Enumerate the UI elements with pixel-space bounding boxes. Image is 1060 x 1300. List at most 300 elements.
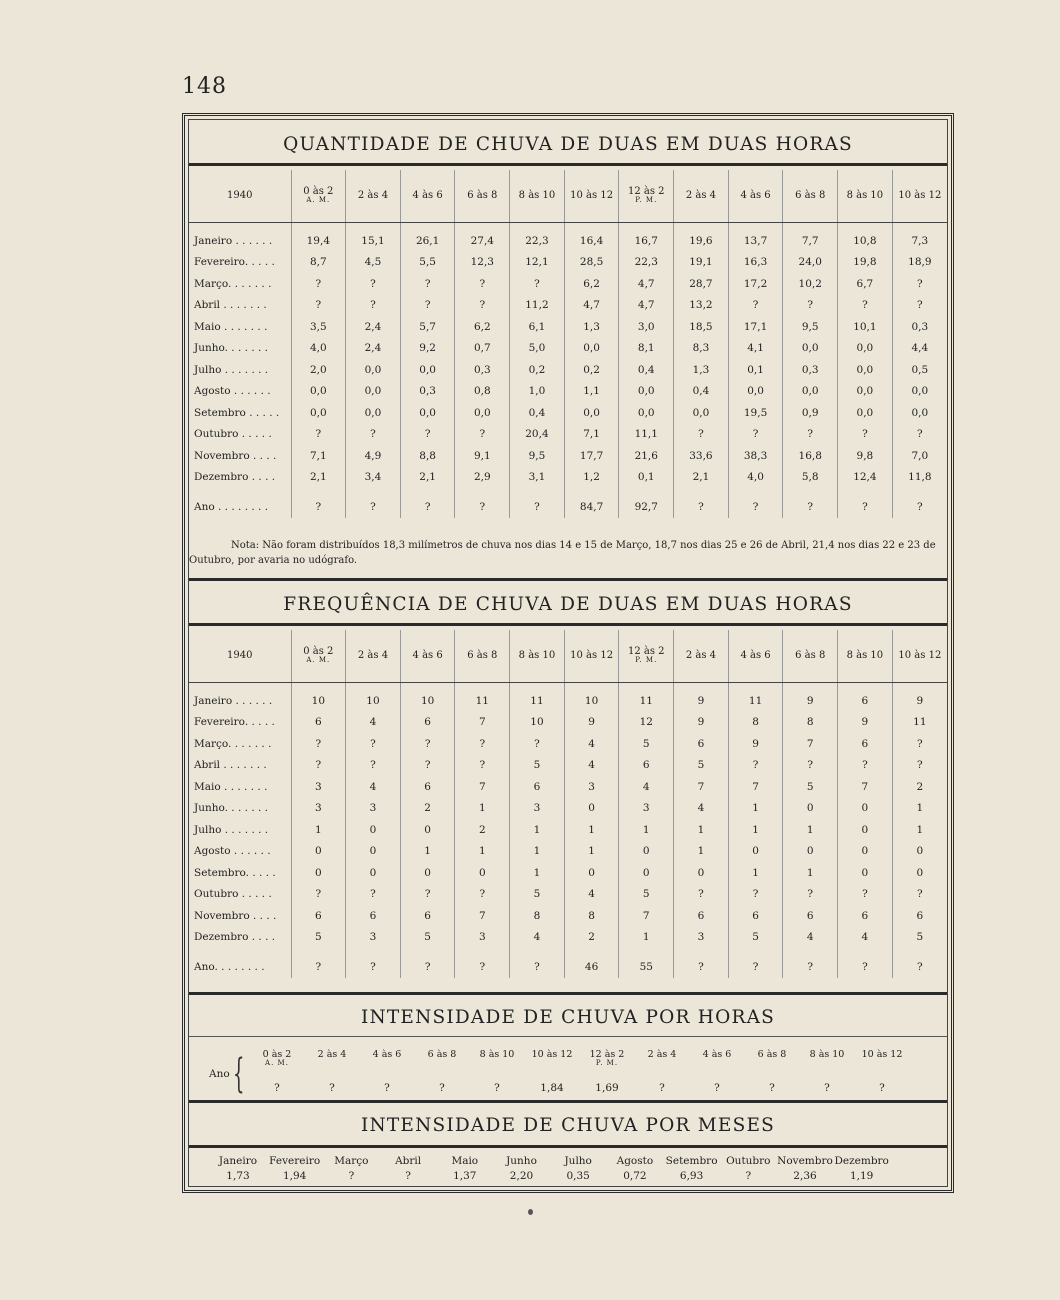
column-header	[674, 630, 729, 682]
data-cell: 0	[346, 841, 401, 863]
data-cell: ?	[400, 734, 455, 756]
data-cell: 2	[400, 798, 455, 820]
data-cell: 9	[564, 712, 619, 734]
month-label: Março	[334, 1155, 369, 1167]
data-cell: 1	[728, 820, 783, 842]
spacer-cell	[346, 222, 401, 231]
data-cell: 6	[838, 734, 893, 756]
data-cell: 27,4	[455, 231, 510, 253]
data-cell: ?	[892, 734, 947, 756]
hours-column-label: 6 às 8	[427, 1049, 457, 1060]
row-label: Junho. . . . . . .	[194, 342, 269, 354]
spacer-cell	[674, 222, 729, 231]
spacer-row	[189, 489, 947, 497]
data-cell: 0	[619, 863, 674, 885]
data-cell: 7	[455, 906, 510, 928]
data-cell: ?	[346, 734, 401, 756]
table-row	[189, 338, 947, 360]
data-cell: 13,2	[674, 295, 729, 317]
data-cell: 0,0	[455, 403, 510, 425]
data-cell: 12,1	[510, 252, 565, 274]
data-cell: 3,1	[510, 467, 565, 489]
ano-cell: 46	[564, 957, 619, 979]
data-cell: 5	[783, 777, 838, 799]
spacer-cell	[838, 222, 893, 231]
column-header	[838, 170, 893, 222]
data-cell: 5	[400, 927, 455, 949]
data-cell: ?	[783, 295, 838, 317]
column-header-label: 6 às 8	[467, 649, 498, 661]
data-cell: 0,0	[564, 403, 619, 425]
data-cell: 5	[728, 927, 783, 949]
month-value: ?	[745, 1170, 752, 1182]
column-header	[400, 170, 455, 222]
ano-cell: ?	[455, 497, 510, 519]
data-cell: 1	[892, 820, 947, 842]
data-cell: 8	[728, 712, 783, 734]
spacer-cell	[189, 949, 291, 957]
frequencia-title: FREQUÊNCIA DE CHUVA DE DUAS EM DUAS HORAS	[283, 594, 853, 615]
hours-value: ?	[384, 1082, 390, 1094]
data-cell: 2	[455, 820, 510, 842]
data-cell: 21,6	[619, 446, 674, 468]
data-cell: 11	[510, 691, 565, 713]
data-cell: ?	[291, 755, 346, 777]
column-header-label: 6 às 8	[795, 649, 826, 661]
data-cell: 5	[619, 884, 674, 906]
data-cell: 0	[346, 820, 401, 842]
data-cell: 6	[510, 777, 565, 799]
data-cell: 0,0	[346, 403, 401, 425]
month-value: 2,20	[509, 1170, 534, 1182]
data-cell: 4,9	[346, 446, 401, 468]
data-cell: ?	[346, 295, 401, 317]
data-cell: ?	[674, 424, 729, 446]
column-header-label: 10 às 12	[570, 189, 614, 201]
data-cell: ?	[892, 755, 947, 777]
column-header-label: 2 às 4	[685, 649, 717, 661]
table-row	[189, 424, 947, 446]
hours-column-header	[854, 1050, 910, 1060]
table-row	[189, 820, 947, 842]
month-value: ?	[405, 1170, 411, 1182]
hours-column-header	[579, 1050, 635, 1067]
ano-cell: ?	[892, 497, 947, 519]
data-cell: 8,1	[619, 338, 674, 360]
data-cell: 6	[619, 755, 674, 777]
data-cell: 0,0	[346, 381, 401, 403]
pm-marker: P. M.	[635, 656, 658, 665]
month-value: 1,19	[849, 1170, 874, 1182]
ano-label: Ano . . . . . . . .	[194, 500, 269, 513]
row-label: Outubro . . . . .	[194, 428, 272, 440]
data-cell: ?	[892, 295, 947, 317]
data-cell: 1	[619, 820, 674, 842]
month-label: Maio	[451, 1155, 479, 1167]
data-cell: ?	[346, 424, 401, 446]
data-cell: 9	[728, 734, 783, 756]
data-cell: 0	[838, 863, 893, 885]
data-cell: 0,0	[838, 381, 893, 403]
data-cell: 28,5	[564, 252, 619, 274]
data-cell: 0	[346, 863, 401, 885]
data-cell: 9,5	[510, 446, 565, 468]
data-cell: 7	[728, 777, 783, 799]
column-header-label: 6 às 8	[795, 189, 826, 201]
pm-marker: P. M.	[635, 196, 658, 205]
spacer-cell	[783, 949, 838, 957]
data-cell: 1	[564, 841, 619, 863]
data-cell: 15,1	[346, 231, 401, 253]
data-cell: 1	[400, 841, 455, 863]
spacer-cell	[564, 949, 619, 957]
spacer-cell	[619, 222, 674, 231]
data-cell: 0	[619, 841, 674, 863]
data-cell: 0	[564, 863, 619, 885]
data-cell: 0	[400, 820, 455, 842]
data-cell: 19,4	[291, 231, 346, 253]
spacer-cell	[455, 682, 510, 691]
data-cell: ?	[838, 884, 893, 906]
ano-label: Ano. . . . . . . .	[194, 960, 265, 973]
data-cell: 1	[674, 820, 729, 842]
data-cell: 20,4	[510, 424, 565, 446]
data-cell: 1	[510, 841, 565, 863]
table-row	[189, 317, 947, 339]
data-cell: 6	[838, 906, 893, 928]
nota-text: Nota: Não foram distribuídos 18,3 milímetros de chuva nos dias 14 e 15 de Março, 18,7 nos dias 25 e 26 de Abril, 21,4 nos dias 22 e 23 de Outubro, por avaria no udógrafo.	[189, 540, 936, 566]
data-cell: 26,1	[400, 231, 455, 253]
data-cell: 22,3	[619, 252, 674, 274]
data-cell: 0,8	[455, 381, 510, 403]
data-cell: ?	[291, 884, 346, 906]
spacer-cell	[455, 489, 510, 497]
data-cell: 6,2	[564, 274, 619, 296]
hours-column-label: 8 às 10	[479, 1049, 515, 1060]
data-cell: 1	[291, 820, 346, 842]
data-cell: 5	[291, 927, 346, 949]
data-cell: 19,8	[838, 252, 893, 274]
row-label: Janeiro . . . . . .	[194, 234, 273, 247]
data-cell: 8,8	[400, 446, 455, 468]
data-cell: ?	[510, 274, 565, 296]
data-cell: 0,0	[564, 338, 619, 360]
row-label: Fevereiro. . . . .	[194, 256, 275, 268]
column-header	[728, 170, 783, 222]
data-cell: 2,1	[291, 467, 346, 489]
month-label: Agosto	[616, 1155, 654, 1167]
column-header-label: 8 às 10	[518, 649, 556, 661]
table-row	[189, 467, 947, 489]
data-cell: ?	[400, 884, 455, 906]
table-row	[189, 884, 947, 906]
table-row	[189, 381, 947, 403]
spacer-cell	[674, 489, 729, 497]
column-header-label: 10 às 12	[570, 649, 614, 661]
data-cell: 9,8	[838, 446, 893, 468]
data-cell: 1	[674, 841, 729, 863]
data-cell: 7,0	[892, 446, 947, 468]
data-cell: 6,2	[455, 317, 510, 339]
data-cell: 11,2	[510, 295, 565, 317]
data-cell: ?	[455, 755, 510, 777]
data-cell: 10,8	[838, 231, 893, 253]
data-cell: 10	[564, 691, 619, 713]
data-cell: 1	[455, 841, 510, 863]
data-cell: ?	[455, 424, 510, 446]
column-header	[674, 170, 729, 222]
hours-column-label: 2 às 4	[647, 1049, 677, 1060]
data-cell: 0	[291, 841, 346, 863]
table-row	[189, 295, 947, 317]
column-header-label: 4 às 6	[412, 189, 443, 201]
data-cell: 9,5	[783, 317, 838, 339]
spacer-cell	[783, 489, 838, 497]
data-cell: ?	[892, 884, 947, 906]
data-cell: 7	[674, 777, 729, 799]
data-cell: ?	[783, 424, 838, 446]
hours-value: ?	[329, 1082, 335, 1094]
data-cell: 9	[892, 691, 947, 713]
hours-column-label: 0 às 2	[262, 1049, 292, 1060]
row-label: Dezembro . . . .	[194, 931, 276, 943]
data-cell: 1	[892, 798, 947, 820]
column-header-label: 0 às 2	[303, 185, 334, 197]
ano-cell: ?	[838, 957, 893, 979]
data-cell: 5	[510, 755, 565, 777]
data-cell: 8	[564, 906, 619, 928]
hours-column-header	[799, 1050, 855, 1060]
data-cell: 8,7	[291, 252, 346, 274]
data-cell: ?	[291, 734, 346, 756]
spacer-row	[189, 682, 947, 691]
month-value: 0,72	[623, 1170, 647, 1182]
data-cell: 4	[510, 927, 565, 949]
spacer-row	[189, 222, 947, 231]
data-cell: ?	[346, 274, 401, 296]
row-label: Agosto . . . . . .	[194, 845, 271, 857]
data-cell: 6	[291, 906, 346, 928]
data-cell: 4,1	[728, 338, 783, 360]
data-cell: 4	[564, 884, 619, 906]
data-cell: 0	[838, 798, 893, 820]
data-cell: 7	[838, 777, 893, 799]
data-cell: 16,4	[564, 231, 619, 253]
data-cell: 7	[619, 906, 674, 928]
spacer-cell	[510, 682, 565, 691]
data-cell: 0,0	[783, 381, 838, 403]
data-cell: ?	[892, 424, 947, 446]
spacer-cell	[346, 949, 401, 957]
data-cell: 13,7	[728, 231, 783, 253]
table-row	[189, 734, 947, 756]
intensidade-horas-bottom-rule	[189, 1100, 947, 1103]
column-header	[510, 170, 565, 222]
data-cell: 3	[674, 927, 729, 949]
quantidade-table	[189, 170, 947, 518]
data-cell: 4,0	[728, 467, 783, 489]
ano-row	[189, 957, 947, 979]
spacer-cell	[783, 222, 838, 231]
year-header: 1940	[189, 170, 291, 222]
table-row	[189, 755, 947, 777]
quantidade-header-row	[189, 170, 947, 222]
data-cell: ?	[291, 295, 346, 317]
spacer-cell	[291, 949, 346, 957]
spacer-cell	[838, 682, 893, 691]
month-label: Julho	[564, 1155, 592, 1167]
data-cell: 11	[892, 712, 947, 734]
data-cell: 0,0	[291, 381, 346, 403]
spacer-cell	[838, 489, 893, 497]
hours-column-label: 10 às 12	[861, 1049, 903, 1060]
ano-cell: ?	[783, 497, 838, 519]
table-row	[189, 863, 947, 885]
table-row	[189, 231, 947, 253]
data-cell: ?	[346, 884, 401, 906]
data-cell: 4	[346, 712, 401, 734]
spacer-row	[189, 949, 947, 957]
data-cell: 1,3	[674, 360, 729, 382]
data-cell: 1	[510, 820, 565, 842]
data-cell: 5	[619, 734, 674, 756]
column-header-label: 2 às 4	[357, 189, 389, 201]
intensidade-meses-rule	[189, 1145, 947, 1148]
data-cell: 2,4	[346, 338, 401, 360]
data-cell: 19,5	[728, 403, 783, 425]
column-header	[783, 630, 838, 682]
table-row	[189, 906, 947, 928]
hours-column-label: 8 às 10	[809, 1049, 845, 1060]
data-cell: 0,2	[510, 360, 565, 382]
spacer-cell	[674, 949, 729, 957]
row-label: Março. . . . . . .	[194, 277, 272, 290]
spacer-cell	[510, 222, 565, 231]
column-header-label: 8 às 10	[846, 189, 884, 201]
data-cell: ?	[838, 424, 893, 446]
column-header	[455, 170, 510, 222]
row-label: Outubro . . . . .	[194, 888, 272, 900]
data-cell: 0,5	[892, 360, 947, 382]
row-label: Setembro. . . . .	[194, 866, 276, 879]
data-cell: 3	[346, 798, 401, 820]
hours-column-label: 12 às 2	[589, 1049, 625, 1060]
data-cell: 12,3	[455, 252, 510, 274]
data-cell: 4,7	[619, 295, 674, 317]
data-cell: 10	[400, 691, 455, 713]
data-cell: 0,0	[783, 338, 838, 360]
hours-value: ?	[439, 1082, 445, 1094]
data-cell: 5,5	[400, 252, 455, 274]
spacer-cell	[189, 222, 291, 231]
ano-cell: ?	[783, 957, 838, 979]
data-cell: 2,1	[400, 467, 455, 489]
month-value: 1,37	[453, 1170, 477, 1182]
column-header	[400, 630, 455, 682]
month-label: Fevereiro	[269, 1155, 321, 1167]
frequencia-top-rule	[189, 623, 947, 626]
spacer-cell	[189, 682, 291, 691]
data-cell: 28,7	[674, 274, 729, 296]
data-cell: 10,1	[838, 317, 893, 339]
month-label: Junho	[506, 1155, 537, 1167]
pm-marker: P. M.	[595, 1058, 619, 1067]
hours-value: ?	[714, 1082, 720, 1094]
data-cell: 10	[291, 691, 346, 713]
ano-cell: ?	[674, 497, 729, 519]
column-header	[455, 630, 510, 682]
data-cell: 11	[619, 691, 674, 713]
row-label: Abril . . . . . . .	[194, 299, 267, 311]
column-header	[564, 630, 619, 682]
hours-column-header	[249, 1050, 305, 1067]
data-cell: 0,4	[510, 403, 565, 425]
data-cell: 4,7	[564, 295, 619, 317]
data-cell: 6	[892, 906, 947, 928]
year-header: 1940	[189, 630, 291, 682]
data-cell: 7	[455, 712, 510, 734]
data-cell: ?	[400, 295, 455, 317]
data-cell: 16,8	[783, 446, 838, 468]
data-cell: 9,2	[400, 338, 455, 360]
data-cell: ?	[510, 734, 565, 756]
ano-cell: ?	[838, 497, 893, 519]
data-cell: 0	[838, 820, 893, 842]
spacer-cell	[619, 949, 674, 957]
data-cell: ?	[400, 424, 455, 446]
data-cell: 0,0	[619, 381, 674, 403]
data-cell: 9	[783, 691, 838, 713]
spacer-cell	[400, 222, 455, 231]
data-cell: 6	[728, 906, 783, 928]
row-label: Julho . . . . . . .	[194, 823, 269, 836]
data-cell: 38,3	[728, 446, 783, 468]
data-cell: 7,1	[564, 424, 619, 446]
data-cell: 10,2	[783, 274, 838, 296]
data-cell: 6	[346, 906, 401, 928]
data-cell: 1,2	[564, 467, 619, 489]
tables-inner-frame	[188, 119, 948, 1187]
data-cell: 0,0	[674, 403, 729, 425]
data-cell: 12	[619, 712, 674, 734]
data-cell: ?	[455, 295, 510, 317]
spacer-cell	[783, 682, 838, 691]
data-cell: 1	[783, 820, 838, 842]
spacer-cell	[564, 222, 619, 231]
column-header	[783, 170, 838, 222]
spacer-cell	[892, 222, 947, 231]
ano-cell: ?	[892, 957, 947, 979]
spacer-cell	[400, 682, 455, 691]
data-cell: ?	[728, 295, 783, 317]
data-cell: 6	[783, 906, 838, 928]
ano-cell: ?	[346, 957, 401, 979]
ano-cell: ?	[455, 957, 510, 979]
data-cell: 3,0	[619, 317, 674, 339]
data-cell: 0	[291, 863, 346, 885]
table-row	[189, 777, 947, 799]
ano-cell: ?	[510, 497, 565, 519]
table-row	[189, 274, 947, 296]
spacer-cell	[892, 949, 947, 957]
data-cell: 3	[291, 777, 346, 799]
data-cell: ?	[728, 884, 783, 906]
spacer-cell	[346, 489, 401, 497]
frequencia-header-row	[189, 630, 947, 682]
data-cell: 0,0	[728, 381, 783, 403]
row-label: Novembro . . . .	[194, 449, 277, 462]
data-cell: 9	[838, 712, 893, 734]
